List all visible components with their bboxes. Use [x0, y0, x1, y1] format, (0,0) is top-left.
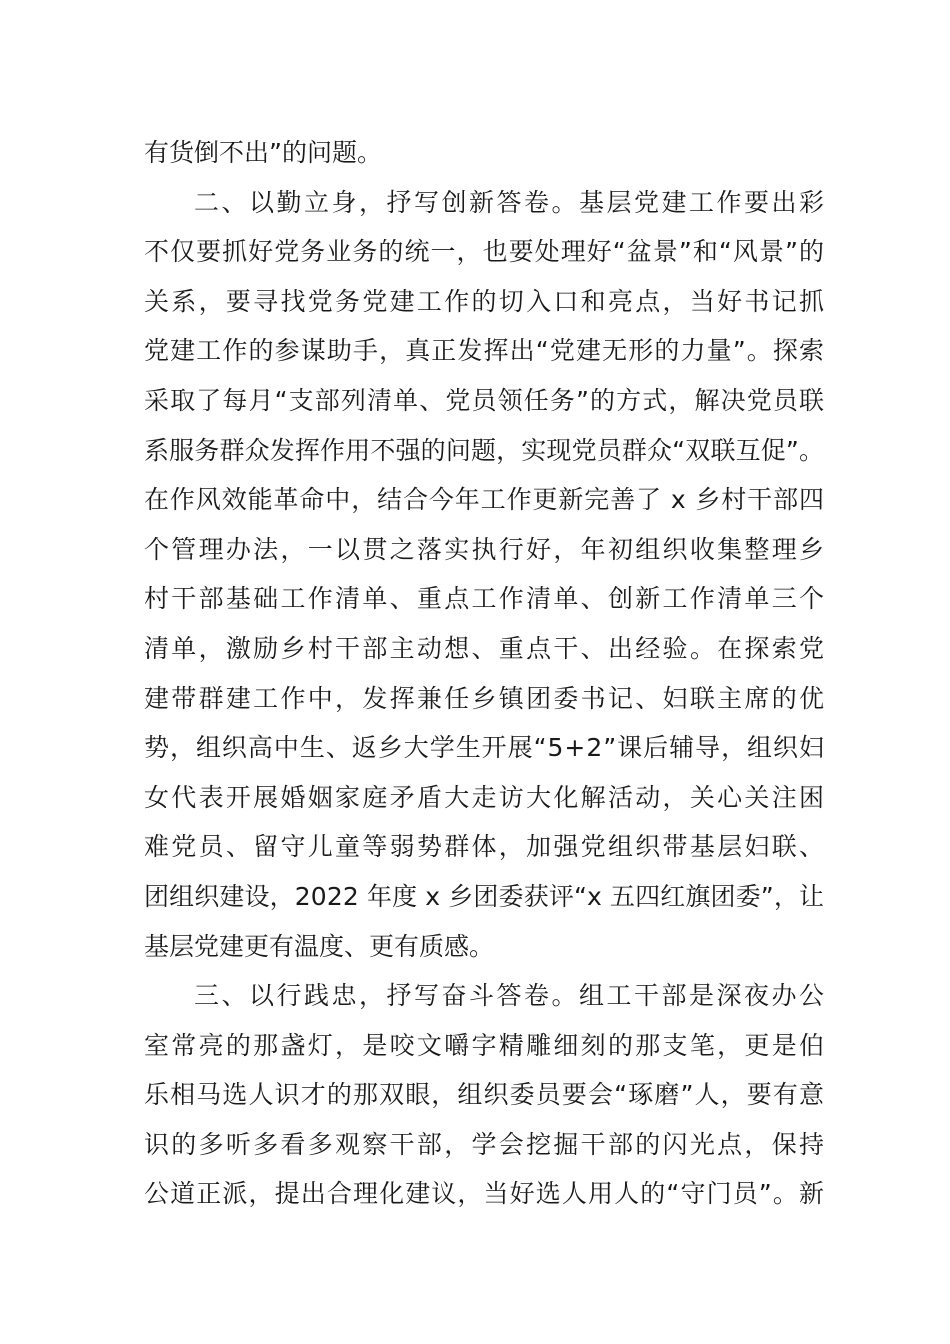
text-line: 不仅要抓好党务业务的统一，也要处理好“盆景”和“风景”的 — [144, 237, 826, 267]
text-line: 难党员、留守儿童等弱势群体，加强党组织带基层妇联、 — [144, 832, 827, 862]
text-line: 清单，激励乡村干部主动想、重点干、出经验。在探索党 — [144, 633, 827, 663]
text-line: 有货倒不出”的问题。 — [144, 138, 382, 167]
body-text — [144, 128, 827, 1219]
text-line: 公道正派，提出合理化建议，当好选人用人的“守门员”。新 — [144, 1179, 826, 1209]
text-line: 二、以勤立身，抒写创新答卷。基层党建工作要出彩 — [194, 187, 827, 217]
text-line: 关系，要寻找党务党建工作的切入口和亮点，当好书记抓 — [144, 286, 827, 316]
text-line: 团组织建设，2022 年度 x 乡团委获评“x 五四红旗团委”，让 — [144, 881, 825, 911]
text-line: 势，组织高中生、返乡大学生开展“5+2”课后辅导，组织妇 — [144, 733, 825, 763]
text-line: 乐相马选人识才的那双眼，组织委员要会“琢磨”人，要有意 — [144, 1080, 826, 1110]
text-line: 系服务群众发挥作用不强的问题，实现党员群众“双联互促”。 — [144, 435, 825, 465]
text-line: 三、以行践忠，抒写奋斗答卷。组工干部是深夜办公 — [194, 981, 827, 1011]
text-line: 采取了每月“支部列清单、党员领任务”的方式，解决党员联 — [144, 385, 826, 415]
text-line: 室常亮的那盏灯，是咬文嚼字精雕细刻的那支笔，更是伯 — [144, 1030, 827, 1060]
text-line: 在作风效能革命中，结合今年工作更新完善了 x 乡村干部四 — [144, 485, 825, 515]
text-line: 个管理办法，一以贯之落实执行好，年初组织收集整理乡 — [144, 534, 827, 564]
text-line: 建带群建工作中，发挥兼任乡镇团委书记、妇联主席的优 — [144, 683, 827, 713]
text-line: 女代表开展婚姻家庭矛盾大走访大化解活动，关心关注困 — [144, 782, 827, 812]
text-line: 识的多听多看多观察干部，学会挖掘干部的闪光点，保持 — [144, 1129, 827, 1159]
text-line: 党建工作的参谋助手，真正发挥出“党建无形的力量”。探索 — [144, 336, 826, 366]
text-line: 基层党建更有温度、更有质感。 — [144, 931, 495, 961]
text-line: 村干部基础工作清单、重点工作清单、创新工作清单三个 — [144, 584, 827, 614]
